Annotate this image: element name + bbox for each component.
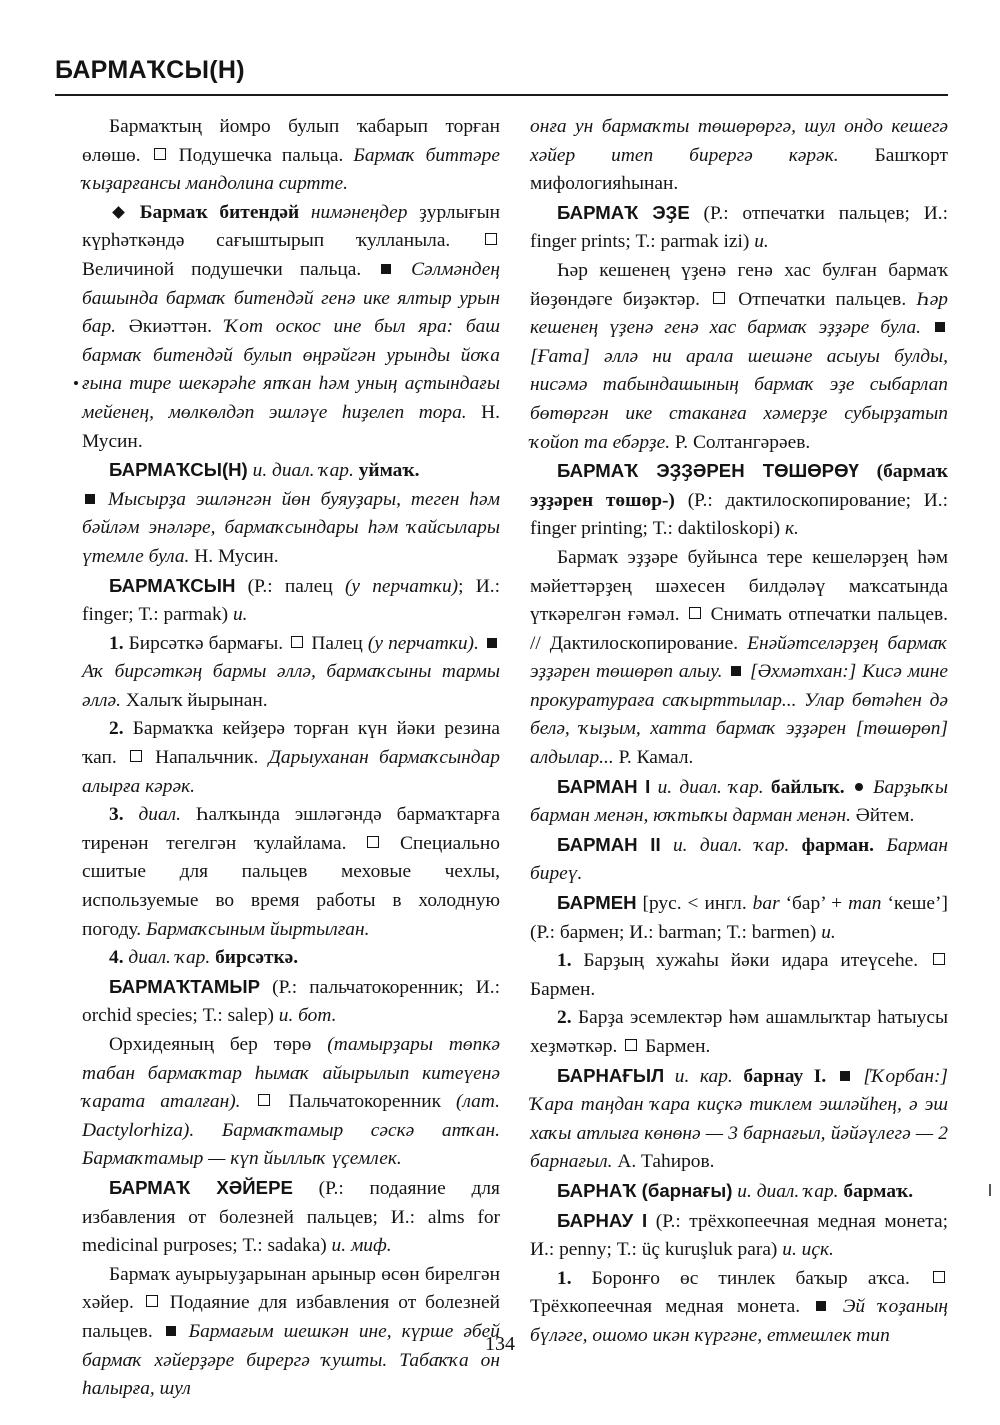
margin-mark: [989, 1184, 991, 1196]
entry-text: Бирсәткә бармағы.: [128, 632, 284, 654]
entry-paragraph: [82, 1031, 500, 1174]
entry-text: и. иҫк.: [782, 1239, 834, 1261]
entry-text: ‘бар’ +: [785, 893, 843, 915]
entry-text: Бармаҡтың йомро булып ҡабарып торған өлөшө.: [82, 116, 500, 166]
sense-1: [82, 630, 500, 716]
entry-text: (у перчатки).: [367, 632, 479, 654]
entry-text: Әкиәттән.: [128, 316, 212, 338]
dictionary-entry: [82, 973, 500, 1031]
entry-text: Отпечатки пальцев.: [738, 288, 907, 310]
diamond-icon: [112, 206, 125, 219]
entry-text: [Ҡорбан:] Ҡара таңдан ҡара киҫкә тиклем эшләйһең, ә эш хаҡы атлыға көнөнә — 3 барнағыл, йәйәүлегә — 2 барнағыл.: [530, 1065, 948, 1173]
entry-text: Трёхкопеечная медная монета.: [530, 1296, 801, 1318]
dictionary-entry: [82, 1174, 500, 1261]
entry-text: Подушечка пальца.: [178, 144, 344, 166]
empty-square-icon: [154, 148, 166, 160]
entry-text: бармаҡ.: [843, 1180, 914, 1202]
entry-text: Барҙың хужаһы йәки идара итеүсеһе.: [583, 950, 919, 972]
entry-text: (Р.: пальчатокоренник; И.: orchid species; Т.: salep): [82, 976, 500, 1027]
entry-paragraph: [82, 113, 500, 199]
entry-text: 1.: [557, 1267, 572, 1289]
entry-text: и.: [754, 231, 769, 253]
dictionary-entry: [82, 572, 500, 630]
empty-square-icon: [485, 233, 497, 245]
filled-square-icon: [935, 322, 945, 332]
entry-text: Р. Камал.: [618, 747, 694, 769]
entry-text: А. Таһиров.: [617, 1151, 715, 1173]
entry-text: (Р.: дактилоскопирование; И.: finger printing; Т.: daktiloskopi): [530, 489, 949, 540]
entry-text: байлыҡ.: [770, 776, 845, 798]
entry-text: Пальчатокоренник: [288, 1091, 442, 1113]
dictionary-entry: [530, 1062, 948, 1177]
entry-text: Величиной подушечки пальца.: [82, 258, 362, 280]
filled-square-icon: [85, 494, 95, 504]
dictionary-entry: [530, 831, 948, 889]
entry-text: и.: [821, 921, 836, 943]
entry-text: Напальчник.: [155, 747, 259, 769]
empty-square-icon: [291, 636, 303, 648]
entry-text: бирсәткә.: [215, 947, 299, 969]
entry-paragraph: [82, 199, 500, 456]
empty-square-icon: [713, 292, 725, 304]
entry-text: БАРНАУ I: [557, 1209, 648, 1231]
entry-text: диал. ҡар.: [128, 947, 211, 969]
entry-text: Һәр кешенең үҙенә генә хас булған бармаҡ йөҙөндәге биҙәктәр.: [530, 259, 948, 310]
entry-text: Н. Мусин.: [82, 401, 500, 452]
entry-text: ; И.: finger; Т.: parmak): [82, 575, 500, 626]
header-rule: [55, 94, 948, 96]
empty-square-icon: [689, 607, 701, 619]
entry-text: и. диал. ҡар.: [737, 1180, 839, 1202]
entry-text: БАРНАҒЫЛ: [557, 1064, 665, 1086]
entry-text: 2.: [109, 718, 124, 740]
entry-text: [рус. < ингл.: [642, 893, 747, 915]
entry-text: Подаяние для избавления от болезней пальцев.: [82, 1292, 500, 1342]
entry-text: Снимать отпечатки пальцев. // Дактилоскопирование.: [530, 604, 948, 654]
entry-text: БАРМАҠ ХӘЙЕРЕ: [109, 1176, 293, 1198]
entry-text: и. кар.: [674, 1065, 733, 1087]
entry-text: Халыҡ йырынан.: [125, 689, 268, 711]
entry-text: и. диал. ҡар.: [252, 460, 354, 482]
entry-text: (Р.: отпечатки пальцев; И.: finger prints; Т.: parmak izi): [530, 202, 948, 253]
entry-text: нимәнеңдер: [310, 201, 408, 223]
sense-4: [82, 944, 500, 973]
entry-text: Бармаҡҡа кейҙерә торған күн йәки резина ҡап.: [82, 718, 500, 769]
entry-text: Палец: [311, 632, 363, 654]
entry-text: ‘кеше’] (Р.: бармен; И.: barman; Т.: barmen): [530, 893, 948, 943]
entry-text: Бармаҡ биттәре ҡыҙарғансы мандолина сиртте.: [82, 144, 500, 195]
entry-text: и.: [232, 604, 248, 626]
entry-text: Барман биреү.: [530, 834, 948, 885]
entry-text: Бармаҡсыным йыртылған.: [146, 918, 370, 940]
entry-text: (Р.: подаяние для избавления от болезней пальцев; И.: alms for medicinal purposes; Т.: sadaka): [82, 1177, 500, 1257]
entry-text: и. диал. ҡар.: [672, 834, 790, 856]
entry-text: Дарыуханан бармаҡсындар алырға кәрәк.: [82, 747, 500, 797]
empty-square-icon: [258, 1094, 270, 1106]
dictionary-entry: [530, 457, 948, 544]
empty-square-icon: [130, 750, 142, 762]
dictionary-entry: [530, 773, 948, 831]
entry-text: (тамырҙары төпкә табан бармаҡтар һымаҡ айырылып китеүенә ҡарата аталған).: [82, 1034, 500, 1113]
entry-text: Ҡот оскос ине был яра: баш бармаҡ битендәй булып өңрәйгән урынды йоҡа ғына тире шекәрәһе япҡан һәм уның аҫтындағы мейенең, мөлкөлдәп эшләүе һиҙелеп тора.: [82, 316, 500, 423]
entry-text: Бармаҡтамыр сәскә атҡан. Бармаҡтамыр — күп йыллыҡ үҫемлек.: [82, 1119, 500, 1170]
entry-text: 3.: [109, 804, 124, 826]
filled-square-icon: [840, 1071, 850, 1081]
sense-2: [82, 715, 500, 801]
entry-text: и. диал. ҡар.: [657, 776, 764, 798]
entry-paragraph: [530, 257, 948, 457]
entry-text: (Р.: трёхкопеечная медная монета; И.: penny; Т.: üç kuruşluk para): [530, 1210, 948, 1261]
entry-text: [Әхмәтхан:] Кисә мине прокуратураға саҡырттылар... Улар бөтәһен дә белә, ҡыҙым, хатта бармаҡ эҙҙәрен [төшөрөп] алдылар...: [530, 661, 948, 769]
entry-text: БАРМЕН: [557, 892, 637, 914]
filled-square-icon: [381, 264, 391, 274]
bullet-icon: [855, 783, 863, 791]
filled-square-icon: [487, 638, 497, 648]
entry-text: Әйтем.: [855, 805, 915, 827]
entry-text: к.: [784, 518, 799, 540]
entry-text: Бармағым шешкән ине, күрше әбей бармаҡ хәйерҙәре бирергә ҡушты. Табаҡҡа он һалырға, шул: [82, 1320, 500, 1400]
entry-text: и. бот.: [278, 1005, 337, 1027]
entry-text: БАРМАН II: [557, 833, 661, 855]
sense-1: [530, 947, 948, 1004]
empty-square-icon: [625, 1039, 637, 1051]
filled-square-icon: [731, 666, 741, 676]
entry-text: bar: [752, 893, 780, 915]
dictionary-entry: [530, 1207, 948, 1265]
entry-text: диал.: [138, 804, 181, 826]
entry-text: 4.: [109, 947, 124, 969]
empty-square-icon: [367, 836, 379, 848]
entry-text: Башҡорт мифологияһынан.: [530, 144, 948, 195]
entry-text: Бармаҡ ауырыуҙарынан арыныр өсөн бирелгән хәйер.: [82, 1263, 500, 1314]
entry-text: Аҡ бирсәткәң бармы әллә, бармаҡсыны тармы әллә.: [82, 661, 500, 711]
entry-paragraph: [530, 544, 948, 773]
entry-text: man: [848, 893, 882, 915]
right-column: [530, 113, 948, 1351]
entry-text: Барҙа эсемлектәр һәм ашамлыҡтар һатыусы хеҙмәткәр.: [530, 1007, 948, 1057]
empty-square-icon: [933, 953, 945, 965]
entry-text: БАРМАҠСЫН: [109, 574, 236, 596]
entry-text: Һәр кешенең үҙенә генә хас бармаҡ эҙҙәре була.: [530, 288, 949, 339]
entry-text: Боронғо өс тинлек баҡыр аҡса.: [591, 1267, 910, 1289]
entry-text: Орхидеяның бер төрө: [109, 1034, 312, 1055]
entry-text: (у перчатки): [344, 575, 459, 597]
running-head: БАРМАҠСЫ(Н): [55, 56, 245, 84]
dictionary-entry: [530, 199, 948, 257]
entry-text: [Ғата]: [530, 345, 590, 367]
entry-text: уймаҡ.: [358, 460, 420, 482]
entry-paragraph: [530, 113, 948, 199]
entry-text: Н. Мусин.: [194, 545, 279, 567]
left-column: [82, 113, 500, 1404]
entry-text: Эй ҡоҙаның бүләге, ошомо икән күргәне, етмешлек тип: [530, 1296, 948, 1346]
sense-2: [530, 1004, 948, 1061]
entry-text: БАРНАҠ (барнағы): [557, 1179, 733, 1201]
entry-text: Р. Солтангәрәев.: [674, 431, 811, 453]
entry-text: Һалҡында эшләгәндә бармаҡтарға тиренән тегелгән ҡулайлама.: [82, 804, 500, 854]
empty-square-icon: [146, 1295, 158, 1307]
entry-text: ҙурлығын күрһәткәндә сағыштырып ҡулланыла.: [82, 201, 500, 252]
entry-text: 2.: [557, 1007, 572, 1029]
entry-text: әллә ни арала шешәне асыуы булды, нисәмә табындашының бармаҡ эҙе сыбарлап бөтөргән ике стаканға хәмерҙе субырҙатып ҡойоп та ебәрҙе.: [530, 345, 948, 453]
margin-mark: [74, 381, 78, 385]
filled-square-icon: [816, 1301, 826, 1311]
entry-text: БАРМАҠСЫ(Н): [109, 459, 248, 481]
entry-text: Бармен.: [645, 1036, 711, 1057]
empty-square-icon: [933, 1271, 945, 1283]
entry-text: Енәйәтселәрҙең бармаҡ эҙҙәрен төшөрөп алыу.: [530, 632, 948, 683]
entry-text: и. миф.: [331, 1235, 392, 1257]
dictionary-entry: [530, 889, 948, 947]
entry-text: 1.: [109, 632, 124, 654]
entry-text: БАРМАҠТАМЫР: [109, 975, 261, 997]
entry-text: Бармен.: [530, 978, 596, 1000]
entry-text: БАРМАҠ ЭҘҘӘРЕН ТӨШӨРӨҮ: [557, 460, 859, 482]
dictionary-entry: [530, 1177, 948, 1207]
entry-text: Бармаҡ эҙҙәре буйынса тере кешеләрҙең һәм мәйеттәрҙең шәхесен билдәләү маҡсатында үткәрелгән ғәмәл.: [530, 546, 948, 626]
entry-text: барнау I.: [743, 1065, 827, 1087]
entry-text: Специально сшитые для пальцев меховые чехлы, используемые во время работы в холодную погоду.: [82, 832, 500, 940]
dictionary-entry: [82, 456, 500, 571]
entry-text: БАРМАҠ ЭҘЕ: [557, 201, 690, 223]
entry-text: Мысырҙа эшләнгән йөн буяуҙары, теген һәм бәйләм энәләре, бармаҡсындары һәм ҡайсылары үтемле була.: [82, 488, 500, 567]
entry-text: онға ун бармаҡты төшөрөргә, шул ондо кешегә хәйер итеп бирергә кәрәк.: [530, 116, 948, 166]
entry-text: Сәлмәндең башында бармаҡ битендәй генә ике ялтыр урын бар.: [82, 258, 500, 338]
entry-text: (Р.: палец: [247, 575, 333, 597]
entry-text: Бармаҡ битендәй: [139, 201, 300, 223]
entry-text: (лат. Dactylorhiza).: [82, 1091, 500, 1141]
page-number: 134: [485, 1333, 515, 1355]
sense-3: [82, 801, 500, 944]
entry-text: фарман.: [801, 834, 875, 856]
entry-text: 1.: [557, 950, 572, 972]
entry-text: Барҙыҡы барман менән, юҡтыҡы дарман менән.: [530, 776, 948, 827]
entry-text: (бармаҡ эҙҙәрен төшөр-): [530, 461, 948, 511]
entry-text: БАРМАН I: [557, 775, 651, 797]
